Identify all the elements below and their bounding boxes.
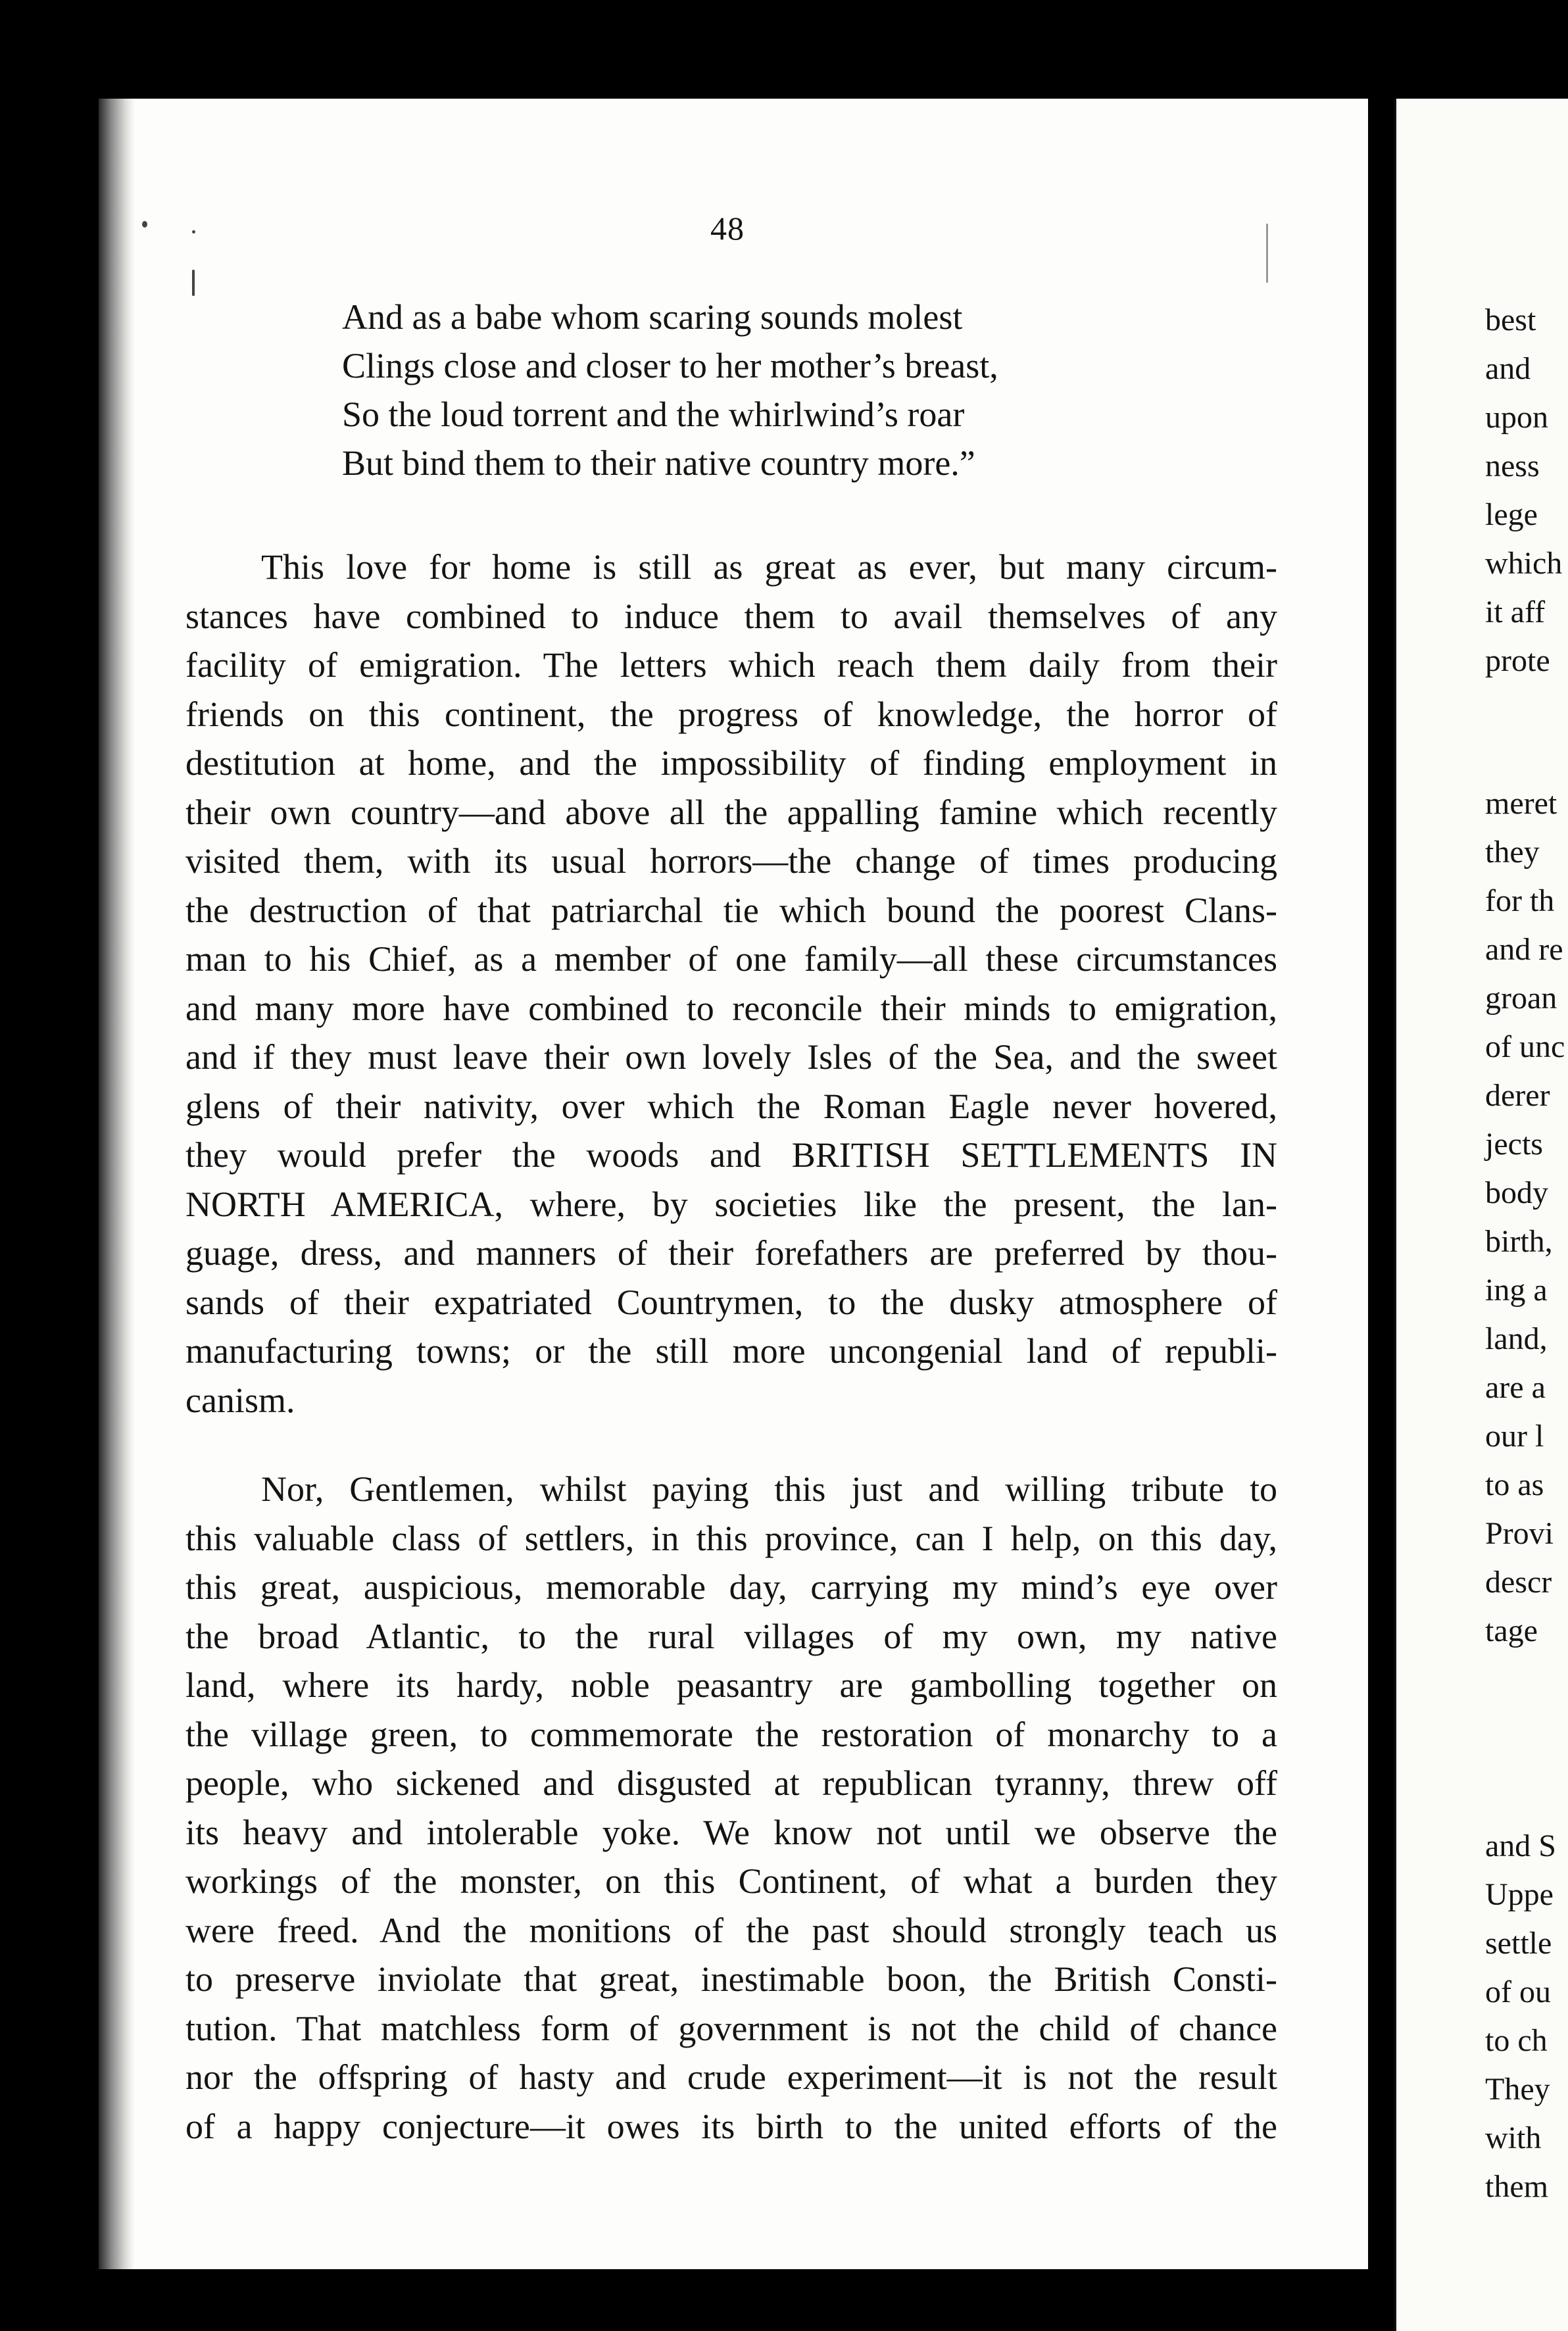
fragment-line: They	[1485, 2072, 1550, 2107]
fragment-line: our l	[1485, 1419, 1544, 1454]
text-line: friends on this continent, the progress of knowledge, the horror of	[185, 694, 1277, 734]
text-line: the broad Atlantic, to the rural villages of my own, my native	[185, 1616, 1277, 1656]
text-line: their own country—and above all the appalling famine which recently	[185, 792, 1277, 832]
fragment-line: derer	[1485, 1078, 1550, 1113]
fragment-line: groan	[1485, 981, 1557, 1016]
page-gutter	[99, 99, 135, 2269]
fragment-line: Provi	[1485, 1516, 1554, 1551]
fragment-line: body	[1485, 1175, 1548, 1210]
fragment-line: with	[1485, 2121, 1542, 2155]
text-line: this great, auspicious, memorable day, carrying my mind’s eye over	[185, 1567, 1277, 1607]
fragment-line: birth,	[1485, 1224, 1553, 1259]
scan-speck	[1266, 224, 1268, 283]
page-number: 48	[710, 210, 745, 247]
text-line: nor the offspring of hasty and crude experiment—it is not the result	[185, 2057, 1277, 2097]
text-line: canism.	[185, 1380, 295, 1420]
fragment-line: of unc	[1485, 1029, 1565, 1064]
fragment-line: Uppe	[1485, 1877, 1554, 1912]
text-line: glens of their nativity, over which the Roman Eagle never hovered,	[185, 1086, 1277, 1126]
text-line: of a happy conjecture—it owes its birth to the united efforts of the	[185, 2106, 1277, 2146]
fragment-line: jects	[1485, 1127, 1543, 1162]
text-line: Nor, Gentlemen, whilst paying this just and willing tribute to	[261, 1469, 1277, 1509]
fragment-line: lege	[1485, 497, 1538, 532]
verse-line: So the loud torrent and the whirlwind’s roar	[342, 395, 965, 434]
verse-line: Clings close and closer to her mother’s breast,	[342, 346, 998, 385]
text-line: the village green, to commemorate the restoration of monarchy to a	[185, 1714, 1277, 1754]
text-line: and many more have combined to reconcile their minds to emigration,	[185, 988, 1277, 1028]
fragment-line: tage	[1485, 1613, 1538, 1648]
fragment-line: and	[1485, 351, 1531, 386]
fragment-line: ing a	[1485, 1273, 1548, 1308]
text-line: guage, dress, and manners of their forefathers are preferred by thou-	[185, 1233, 1277, 1273]
text-line: This love for home is still as great as ever, but many circum-	[261, 547, 1277, 587]
text-line: its heavy and intolerable yoke. We know not until we observe the	[185, 1812, 1277, 1852]
fragment-line: meret	[1485, 786, 1557, 821]
fragment-line: it aff	[1485, 595, 1546, 629]
fragment-line: to as	[1485, 1467, 1544, 1502]
fragment-line: and re	[1485, 932, 1563, 967]
paragraph-emigration	[185, 543, 1277, 1425]
fragment-line: of ou	[1485, 1975, 1551, 2009]
scan-speck	[192, 270, 195, 296]
text-line: workings of the monster, on this Continent, of what a burden they	[185, 1861, 1277, 1901]
text-line: people, who sickened and disgusted at republican tyranny, threw off	[185, 1763, 1277, 1803]
fragment-line: best	[1485, 303, 1536, 337]
text-line: man to his Chief, as a member of one family—all these circumstances	[185, 939, 1277, 979]
text-line: and if they must leave their own lovely Isles of the Sea, and the sweet	[185, 1037, 1277, 1077]
text-line: stances have combined to induce them to avail themselves of any	[185, 596, 1277, 636]
fragment-line: prote	[1485, 643, 1550, 678]
verse-quotation	[342, 293, 998, 487]
fragment-line: ness	[1485, 449, 1540, 483]
text-line: destitution at home, and the impossibility of finding employment in	[185, 743, 1277, 783]
fragment-line: them	[1485, 2169, 1548, 2204]
text-line: the destruction of that patriarchal tie which bound the poorest Clans-	[185, 890, 1277, 930]
fragment-line: for th	[1485, 883, 1555, 918]
text-line: visited them, with its usual horrors—the change of times producing	[185, 841, 1277, 881]
text-line: NORTH AMERICA, where, by societies like the present, the lan-	[185, 1184, 1277, 1224]
fragment-line: settle	[1485, 1926, 1552, 1961]
scan-speck	[142, 221, 147, 228]
fragment-line: to ch	[1485, 2023, 1548, 2058]
fragment-line: are a	[1485, 1370, 1546, 1405]
text-line: to preserve inviolate that great, inestimable boon, the British Consti-	[185, 1959, 1277, 1999]
text-line: land, where its hardy, noble peasantry are gambolling together on	[185, 1665, 1277, 1705]
fragment-line: land,	[1485, 1321, 1548, 1356]
facing-page-fragments-middle	[1485, 779, 1568, 1656]
fragment-line: they	[1485, 835, 1540, 870]
fragment-line: which	[1485, 546, 1563, 581]
verse-line: But bind them to their native country more.”	[342, 443, 975, 483]
text-line: manufacturing towns; or the still more uncongenial land of republi-	[185, 1331, 1277, 1371]
facing-page-fragments-bottom	[1485, 1822, 1568, 2211]
text-line: they would prefer the woods and BRITISH SETTLEMENTS IN	[185, 1135, 1277, 1175]
text-line: sands of their expatriated Countrymen, to the dusky atmosphere of	[185, 1282, 1277, 1322]
fragment-line: and S	[1485, 1828, 1556, 1863]
text-line: facility of emigration. The letters which reach them daily from their	[185, 645, 1277, 685]
fragment-line: upon	[1485, 400, 1548, 435]
text-line: this valuable class of settlers, in this province, can I help, on this day,	[185, 1518, 1277, 1558]
text-line: were freed. And the monitions of the past should strongly teach us	[185, 1910, 1277, 1950]
verse-line: And as a babe whom scaring sounds molest	[342, 297, 963, 337]
text-line: tution. That matchless form of government is not the child of chance	[185, 2008, 1277, 2048]
scan-speck	[192, 230, 195, 233]
facing-page-fragments-top	[1485, 296, 1568, 685]
paragraph-tribute	[185, 1465, 1277, 2151]
fragment-line: descr	[1485, 1565, 1552, 1600]
